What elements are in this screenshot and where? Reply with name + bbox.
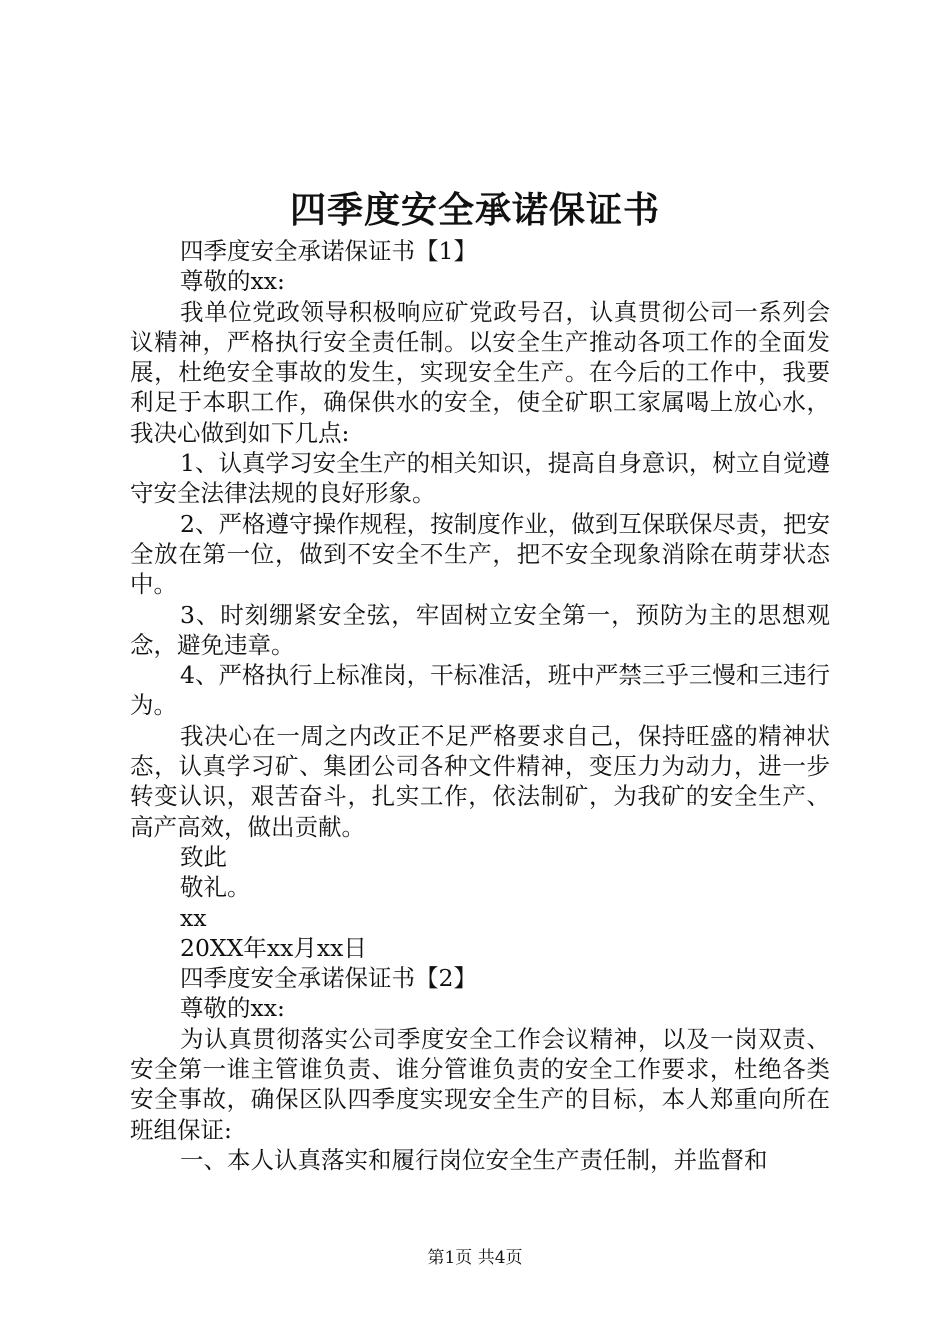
document-title: 四季度安全承诺保证书 xyxy=(289,189,660,231)
section1-salutation: 尊敬的xx: xyxy=(180,267,285,296)
section1-heading: 四季度安全承诺保证书【1】 xyxy=(180,237,477,265)
section2-point-1: 一、本人认真落实和履行岗位安全生产责任制，并监督和 xyxy=(180,1145,768,1174)
section1-point-1: 1、认真学习安全生产的相关知识，提高自身意识，树立自觉遵守安全法律法规的良好形象。 xyxy=(130,449,830,508)
section2-intro: 为认真贯彻落实公司季度安全工作会议精神，以及一岗双责、安全第一谁主管谁负责、谁分管谁负责的安全工作要求，杜绝各类安全事故，确保区队四季度实现安全生产的目标，本人郑重向所在班组保证: xyxy=(130,1024,830,1144)
section1-point-2: 2、严格遵守操作规程，按制度作业，做到互保联保尽责，把安全放在第一位，做到不安全不生产，把不安全现象消除在萌芽状态中。 xyxy=(130,509,830,599)
document-body xyxy=(130,236,830,1175)
section1-point-3: 3、时刻绷紧安全弦，牢固树立安全第一，预防为主的思想观念，避免违章。 xyxy=(130,600,830,659)
closing-jingli: 敬礼。 xyxy=(180,873,251,902)
section1-intro: 我单位党政领导积极响应矿党政号召，认真贯彻公司一系列会议精神，严格执行安全责任制。以安全生产推动各项工作的全面发展，杜绝安全事故的发生，实现安全生产。在今后的工作中，我要利足于本职工作，确保供水的安全，使全矿职工家属喝上放心水，我决心做到如下几点: xyxy=(130,297,830,447)
section1-point-4: 4、严格执行上标准岗，干标准活，班中严禁三乎三慢和三违行为。 xyxy=(130,661,830,720)
section1-resolve: 我决心在一周之内改正不足严格要求自己，保持旺盛的精神状态，认真学习矿、集团公司各种文件精神，变压力为动力，进一步转变认识，艰苦奋斗，扎实工作，依法制矿，为我矿的安全生产、高产高效，做出贡献。 xyxy=(130,721,830,841)
closing-zhici: 致此 xyxy=(180,842,227,871)
page-footer: 第1页 共4页 xyxy=(427,1248,523,1268)
section2-salutation: 尊敬的xx: xyxy=(180,994,285,1023)
section2-heading: 四季度安全承诺保证书【2】 xyxy=(180,964,477,993)
date: 20XX年xx月xx日 xyxy=(180,933,367,962)
signer: xx xyxy=(180,903,207,932)
